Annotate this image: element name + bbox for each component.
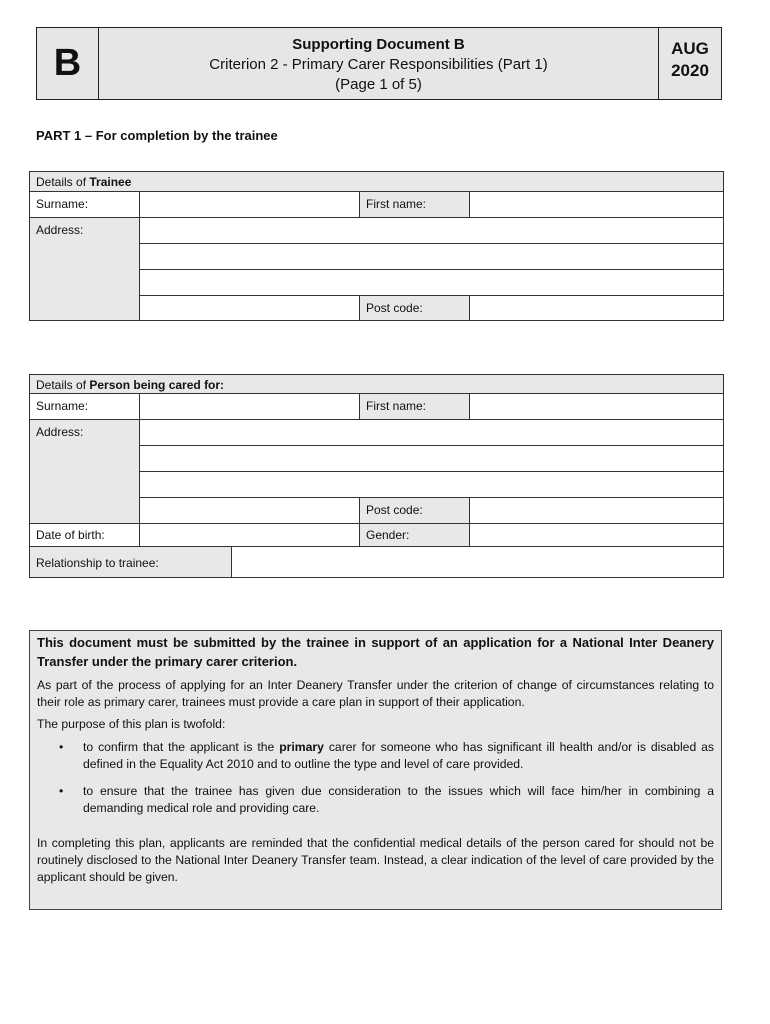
cared-post-code-field[interactable]: [469, 497, 724, 524]
cared-address-label: Address:: [29, 419, 140, 524]
document-letter: B: [53, 42, 82, 84]
purpose-item-1: • to confirm that the applicant is the primary carer for someone who has significant ill health and/or is disabled as defined in the Equality Act 2010 and to outline the type and level of care provided.: [59, 740, 715, 771]
cared-address-line-1[interactable]: [139, 419, 724, 446]
part-title: PART 1 – For completion by the trainee: [36, 128, 278, 143]
purpose-item-2: • to ensure that the trainee has given due consideration to the issues which will face him/her in combining a demanding medical role and providing care.: [59, 784, 714, 815]
cared-first-name-field[interactable]: [469, 393, 724, 420]
information-box: [29, 630, 722, 910]
trainee-address-line-1[interactable]: [139, 217, 724, 244]
document-month: AUG: [671, 39, 709, 58]
cared-heading-bold: Person being cared for:: [89, 378, 225, 392]
trainee-surname-label: Surname:: [29, 191, 140, 218]
trainee-first-name-label: First name:: [359, 191, 470, 218]
cared-section-heading: [29, 374, 724, 394]
trainee-heading-prefix: Details of: [36, 175, 90, 189]
cared-first-name-label: First name:: [359, 393, 470, 420]
trainee-address-line-3[interactable]: [139, 269, 724, 296]
cared-heading-prefix: Details of: [36, 378, 90, 392]
info-paragraph-2: The purpose of this plan is twofold:: [37, 717, 226, 731]
trainee-section-heading: [29, 171, 724, 192]
trainee-post-code-field[interactable]: [469, 295, 724, 321]
cared-gender-field[interactable]: [469, 523, 724, 547]
trainee-first-name-field[interactable]: [469, 191, 724, 218]
bullet-icon: •: [59, 740, 64, 754]
info-paragraph-1: As part of the process of applying for an Inter Deanery Transfer under the criterion of change of circumstances relating to their role as primary carer, trainees must provide a care plan in support of their application.: [37, 678, 714, 709]
cared-surname-field[interactable]: [139, 393, 360, 420]
bullet-icon: •: [59, 784, 64, 798]
trainee-heading-bold: Trainee: [89, 175, 132, 189]
cared-address-line-4[interactable]: [139, 497, 360, 524]
cared-relationship-field[interactable]: [231, 546, 724, 578]
cared-address-line-3[interactable]: [139, 471, 724, 498]
info-paragraph-3: In completing this plan, applicants are reminded that the confidential medical details of the person cared for should not be routinely disclosed to the National Inter Deanery Transfer team. Instead, a clear indication of the level of care provided by the applicant should be given.: [37, 836, 714, 884]
cared-relationship-label: Relationship to trainee:: [29, 546, 232, 578]
cared-post-code-label: Post code:: [359, 497, 470, 524]
trainee-address-label: Address:: [29, 217, 140, 321]
cared-surname-label: Surname:: [29, 393, 140, 420]
document-title: Supporting Document B: [292, 36, 465, 53]
cared-address-line-2[interactable]: [139, 445, 724, 472]
trainee-address-line-4[interactable]: [139, 295, 360, 321]
info-lead: This document must be submitted by the trainee in support of an application for a National Inter Deanery Transfer under the primary carer criterion.: [37, 635, 714, 669]
document-date-box: [658, 27, 722, 100]
document-letter-box: [36, 27, 99, 100]
trainee-surname-field[interactable]: [139, 191, 360, 218]
cared-gender-label: Gender:: [359, 523, 470, 547]
page-info: (Page 1 of 5): [335, 76, 422, 93]
cared-dob-field[interactable]: [139, 523, 360, 547]
purpose-list: [37, 739, 714, 817]
trainee-address-line-2[interactable]: [139, 243, 724, 270]
document-year: 2020: [671, 61, 709, 80]
document-title-box: [98, 27, 659, 100]
document-subtitle: Criterion 2 - Primary Carer Responsibilities (Part 1): [209, 56, 548, 73]
trainee-post-code-label: Post code:: [359, 295, 470, 321]
cared-dob-label: Date of birth:: [29, 523, 140, 547]
